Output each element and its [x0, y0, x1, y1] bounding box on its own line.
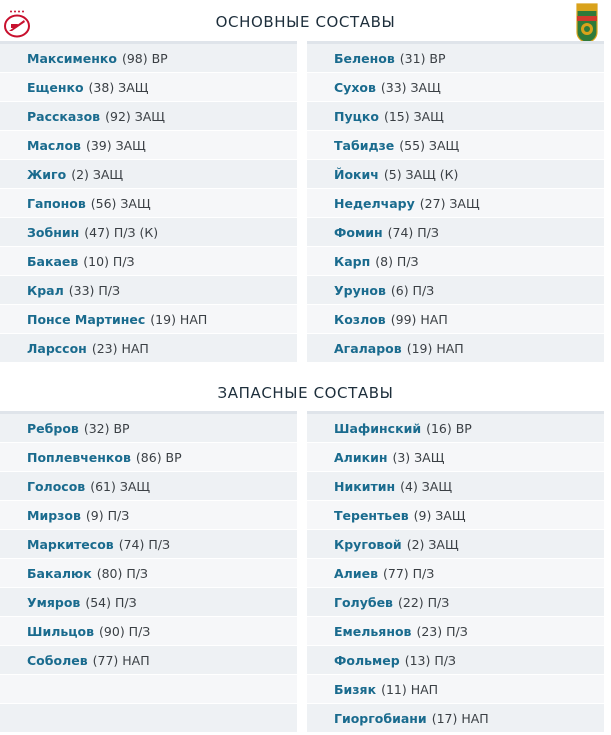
player-name[interactable]: Фольмер	[334, 652, 400, 668]
player-row[interactable]	[0, 189, 297, 218]
player-name[interactable]: Никитин	[334, 478, 396, 494]
player-meta: (2) ЗАЩ	[406, 536, 459, 552]
player-row[interactable]	[307, 675, 604, 704]
empty-row	[0, 704, 297, 733]
player-row[interactable]	[307, 276, 604, 305]
player-name[interactable]: Понсе Мартинес	[27, 311, 146, 327]
player-meta: (38) ЗАЩ	[88, 79, 149, 95]
player-meta: (54) П/З	[85, 594, 137, 610]
player-name[interactable]: Аликин	[334, 449, 388, 465]
player-name[interactable]: Зобнин	[27, 224, 80, 240]
player-name[interactable]: Поплевченков	[27, 449, 131, 465]
player-name[interactable]: Агаларов	[334, 340, 402, 356]
player-row[interactable]	[0, 334, 297, 363]
player-meta: (10) П/З	[83, 253, 135, 269]
player-name[interactable]: Йокич	[334, 166, 379, 182]
player-meta: (6) П/З	[390, 282, 435, 298]
player-row[interactable]	[307, 646, 604, 675]
player-name[interactable]: Емельянов	[334, 623, 412, 639]
player-name[interactable]: Фомин	[334, 224, 383, 240]
player-meta: (5) ЗАЩ (К)	[383, 166, 459, 182]
player-row[interactable]	[0, 414, 297, 443]
player-name[interactable]: Сухов	[334, 79, 376, 95]
player-name[interactable]: Пуцко	[334, 108, 379, 124]
player-row[interactable]	[0, 73, 297, 102]
player-name[interactable]: Круговой	[334, 536, 402, 552]
player-row[interactable]	[307, 414, 604, 443]
player-meta: (3) ЗАЩ	[392, 449, 445, 465]
player-name[interactable]: Бакаев	[27, 253, 79, 269]
player-meta: (74) П/З	[387, 224, 439, 240]
player-meta: (90) П/З	[99, 623, 151, 639]
player-row[interactable]	[0, 559, 297, 588]
player-meta: (13) П/З	[404, 652, 456, 668]
player-row[interactable]	[307, 501, 604, 530]
player-name[interactable]: Гиоргобиани	[334, 710, 427, 726]
player-name[interactable]: Терентьев	[334, 507, 409, 523]
player-meta: (15) ЗАЩ	[383, 108, 444, 124]
player-row[interactable]	[307, 305, 604, 334]
player-meta: (4) ЗАЩ	[400, 478, 453, 494]
player-name[interactable]: Гапонов	[27, 195, 86, 211]
player-row[interactable]	[0, 472, 297, 501]
empty-row	[0, 675, 297, 704]
substitutes-title: ЗАПАСНЫЕ СОСТАВЫ	[217, 384, 394, 402]
player-meta: (22) П/З	[397, 594, 450, 610]
player-name[interactable]: Ещенко	[27, 79, 84, 95]
player-row[interactable]	[0, 305, 297, 334]
player-name[interactable]: Рассказов	[27, 108, 101, 124]
player-meta: (19) НАП	[150, 311, 208, 327]
player-meta: (99) НАП	[390, 311, 448, 327]
home-subs-list	[0, 414, 297, 733]
player-meta: (39) ЗАЩ	[85, 137, 146, 153]
player-name[interactable]: Табидзе	[334, 137, 395, 153]
player-meta: (86) ВР	[135, 449, 182, 465]
player-row[interactable]	[0, 44, 297, 73]
player-row[interactable]	[307, 530, 604, 559]
player-meta: (74) П/З	[118, 536, 170, 552]
player-name[interactable]: Ларссон	[27, 340, 87, 356]
player-meta: (23) НАП	[91, 340, 149, 356]
player-name[interactable]: Алиев	[334, 565, 378, 581]
player-name[interactable]: Соболев	[27, 652, 88, 668]
player-meta: (80) П/З	[96, 565, 148, 581]
player-name[interactable]: Беленов	[334, 50, 395, 66]
player-row[interactable]	[0, 160, 297, 189]
player-meta: (16) ВР	[426, 420, 472, 436]
player-row[interactable]	[0, 646, 297, 675]
player-row[interactable]	[0, 617, 297, 646]
player-meta: (8) П/З	[375, 253, 419, 269]
player-meta: (77) НАП	[92, 652, 150, 668]
player-name[interactable]: Бизяк	[334, 681, 377, 697]
player-name[interactable]: Крал	[27, 282, 64, 298]
player-row[interactable]	[307, 73, 604, 102]
player-name[interactable]: Козлов	[334, 311, 386, 327]
player-meta: (32) ВР	[83, 420, 130, 436]
player-row[interactable]	[0, 588, 297, 617]
player-row[interactable]	[0, 501, 297, 530]
player-row[interactable]	[307, 588, 604, 617]
player-row[interactable]	[307, 559, 604, 588]
player-name[interactable]: Жиго	[27, 166, 67, 182]
player-row[interactable]	[307, 247, 604, 276]
player-row[interactable]	[307, 189, 604, 218]
substitutes-header	[0, 371, 611, 415]
player-name[interactable]: Голосов	[27, 478, 86, 494]
player-meta: (17) НАП	[431, 710, 489, 726]
player-row[interactable]	[0, 276, 297, 305]
player-name[interactable]: Шильцов	[27, 623, 95, 639]
player-name[interactable]: Карп	[334, 253, 371, 269]
player-row[interactable]	[307, 218, 604, 247]
player-row[interactable]	[307, 617, 604, 646]
player-name[interactable]: Мирзов	[27, 507, 81, 523]
player-meta: (55) ЗАЩ	[399, 137, 460, 153]
player-name[interactable]: Максименко	[27, 50, 117, 66]
player-meta: (98) ВР	[121, 50, 168, 66]
ufa-logo-icon[interactable]	[575, 2, 599, 44]
player-row[interactable]	[0, 102, 297, 131]
starting-lineups-header	[0, 0, 611, 44]
player-row[interactable]	[0, 131, 297, 160]
player-row[interactable]	[307, 102, 604, 131]
player-name[interactable]: Голубев	[334, 594, 393, 610]
player-row[interactable]	[0, 218, 297, 247]
player-row[interactable]	[0, 443, 297, 472]
player-name[interactable]: Ребров	[27, 420, 79, 436]
player-meta: (2) ЗАЩ	[71, 166, 124, 182]
player-meta: (31) ВР	[399, 50, 446, 66]
player-name[interactable]: Неделчару	[334, 195, 415, 211]
player-row[interactable]	[307, 131, 604, 160]
away-starting-list	[307, 44, 604, 363]
player-row[interactable]	[307, 704, 604, 733]
starting-lineups-title: ОСНОВНЫЕ СОСТАВЫ	[215, 13, 396, 31]
player-meta: (92) ЗАЩ	[105, 108, 165, 124]
player-name[interactable]: Урунов	[334, 282, 386, 298]
player-row[interactable]	[307, 472, 604, 501]
player-name[interactable]: Шафинский	[334, 420, 422, 436]
player-name[interactable]: Умяров	[27, 594, 81, 610]
player-meta: (77) П/З	[382, 565, 435, 581]
player-meta: (47) П/З (К)	[84, 224, 159, 240]
player-meta: (33) П/З	[68, 282, 121, 298]
player-meta: (11) НАП	[381, 681, 439, 697]
player-row[interactable]	[307, 334, 604, 363]
player-name[interactable]: Маркитесов	[27, 536, 114, 552]
player-meta: (9) ЗАЩ	[413, 507, 466, 523]
player-meta: (23) П/З	[416, 623, 468, 639]
player-meta: (61) ЗАЩ	[90, 478, 151, 494]
player-meta: (27) ЗАЩ	[419, 195, 480, 211]
player-row[interactable]	[0, 530, 297, 559]
player-row[interactable]	[307, 44, 604, 73]
player-row[interactable]	[307, 443, 604, 472]
player-row[interactable]	[307, 160, 604, 189]
player-meta: (19) НАП	[406, 340, 464, 356]
home-starting-list	[0, 44, 297, 363]
player-name[interactable]: Бакалюк	[27, 565, 92, 581]
player-meta: (9) П/З	[85, 507, 130, 523]
player-row[interactable]	[0, 247, 297, 276]
player-meta: (56) ЗАЩ	[90, 195, 151, 211]
away-subs-list	[307, 414, 604, 733]
player-meta: (33) ЗАЩ	[380, 79, 441, 95]
player-name[interactable]: Маслов	[27, 137, 81, 153]
